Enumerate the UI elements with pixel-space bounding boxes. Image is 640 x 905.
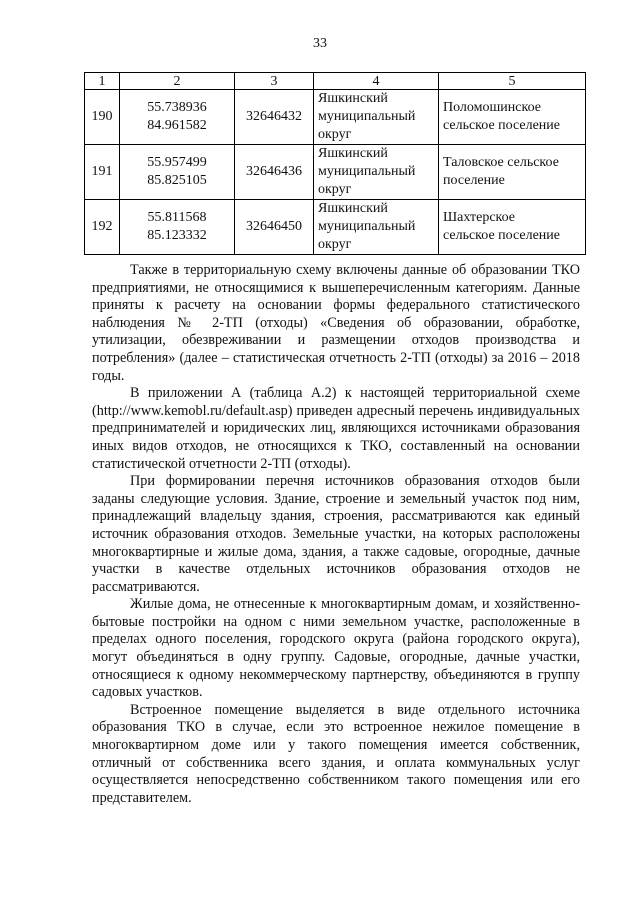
header-cell: 5 [439, 73, 586, 90]
district-line: Яшкинский [318, 201, 388, 216]
district-cell [314, 90, 439, 145]
paragraph: Также в территориальную схему включены данные об образовании ТКО предприятиями, не относящимися к вышеперечисленным категориям. Данные приняты к расчету на основании формы федерального статистического наблюдения № 2-ТП (отходы) «Сведения об образовании, обработке, утилизации, обезвреживании и размещении отходов производства и потребления» (далее – статистическая отчетность 2-ТП (отходы) за 2016 – 2018 годы. [92, 262, 580, 384]
table-row [85, 145, 586, 200]
latitude: 55.738936 [147, 100, 207, 115]
district-line: муниципальный [318, 164, 416, 179]
code-cell: 32646450 [235, 200, 314, 255]
district-cell [314, 145, 439, 200]
table-header-row [85, 73, 586, 90]
district-line: Яшкинский [318, 91, 388, 106]
table-row [85, 90, 586, 145]
table-row [85, 200, 586, 255]
sources-table [84, 72, 586, 255]
code-cell: 32646436 [235, 145, 314, 200]
row-number: 190 [85, 90, 120, 145]
settlement-cell [439, 145, 586, 200]
code-cell: 32646432 [235, 90, 314, 145]
latitude: 55.957499 [147, 155, 207, 170]
coordinates-cell [120, 145, 235, 200]
settlement-line: поселение [443, 173, 505, 188]
paragraph: Жилые дома, не отнесенные к многоквартирным домам, и хозяйственно-бытовые постройки на одном с ними земельном участке, расположенные в пределах одного поселения, городского округа (района городского округа), могут объединяться в одну группу. Садовые, огородные, дачные участки, относящиеся к одному некоммерческому партнерству, объединяются в группу садовых участков. [92, 596, 580, 701]
district-cell [314, 200, 439, 255]
longitude: 84.961582 [147, 118, 207, 133]
settlement-cell [439, 90, 586, 145]
longitude: 85.123332 [147, 228, 207, 243]
coordinates-cell [120, 200, 235, 255]
district-line: муниципальный [318, 109, 416, 124]
header-cell: 4 [314, 73, 439, 90]
paragraph: При формировании перечня источников образования отходов были заданы следующие условия. Здание, строение и земельный участок под ним, принадлежащий владельцу здания, строения, рассматриваются как единый источник образования отходов. Земельные участки, на которых расположены многоквартирные и жилые дома, здания, а также садовые, огородные, дачные участки в качестве отдельных источников образования отходов не рассматриваются. [92, 473, 580, 595]
settlement-line: Таловское сельское [443, 155, 559, 170]
paragraph: В приложении А (таблица А.2) к настоящей территориальной схеме (http://www.kemobl.ru/default.asp) приведен адресный перечень индивидуальных предпринимателей и юридических лиц, являющихся источниками образования иных видов отходов, не относящихся к ТКО, составленный на основании статистической отчетности 2-ТП (отходы). [92, 385, 580, 472]
row-number: 191 [85, 145, 120, 200]
settlement-cell [439, 200, 586, 255]
district-line: округ [318, 182, 352, 197]
district-line: округ [318, 237, 352, 252]
district-line: Яшкинский [318, 146, 388, 161]
district-line: муниципальный [318, 219, 416, 234]
paragraph: Встроенное помещение выделяется в виде отдельного источника образования ТКО в случае, если это встроенное нежилое помещение в многоквартирном доме или у такого помещения имеется собственник, отличный от собственника всего здания, и оплата коммунальных услуг осуществляется непосредственно собственником такого помещения или его представителем. [92, 701, 580, 806]
coordinates-cell [120, 90, 235, 145]
page-number: 33 [313, 36, 327, 51]
settlement-line: сельское поселение [443, 228, 560, 243]
settlement-line: сельское поселение [443, 118, 560, 133]
district-line: округ [318, 127, 352, 142]
header-cell: 1 [85, 73, 120, 90]
header-cell: 3 [235, 73, 314, 90]
header-cell: 2 [120, 73, 235, 90]
latitude: 55.811568 [147, 210, 207, 225]
row-number: 192 [85, 200, 120, 255]
longitude: 85.825105 [147, 173, 207, 188]
settlement-line: Шахтерское [443, 210, 516, 225]
settlement-line: Поломошинское [443, 100, 541, 115]
body-text [92, 262, 580, 807]
